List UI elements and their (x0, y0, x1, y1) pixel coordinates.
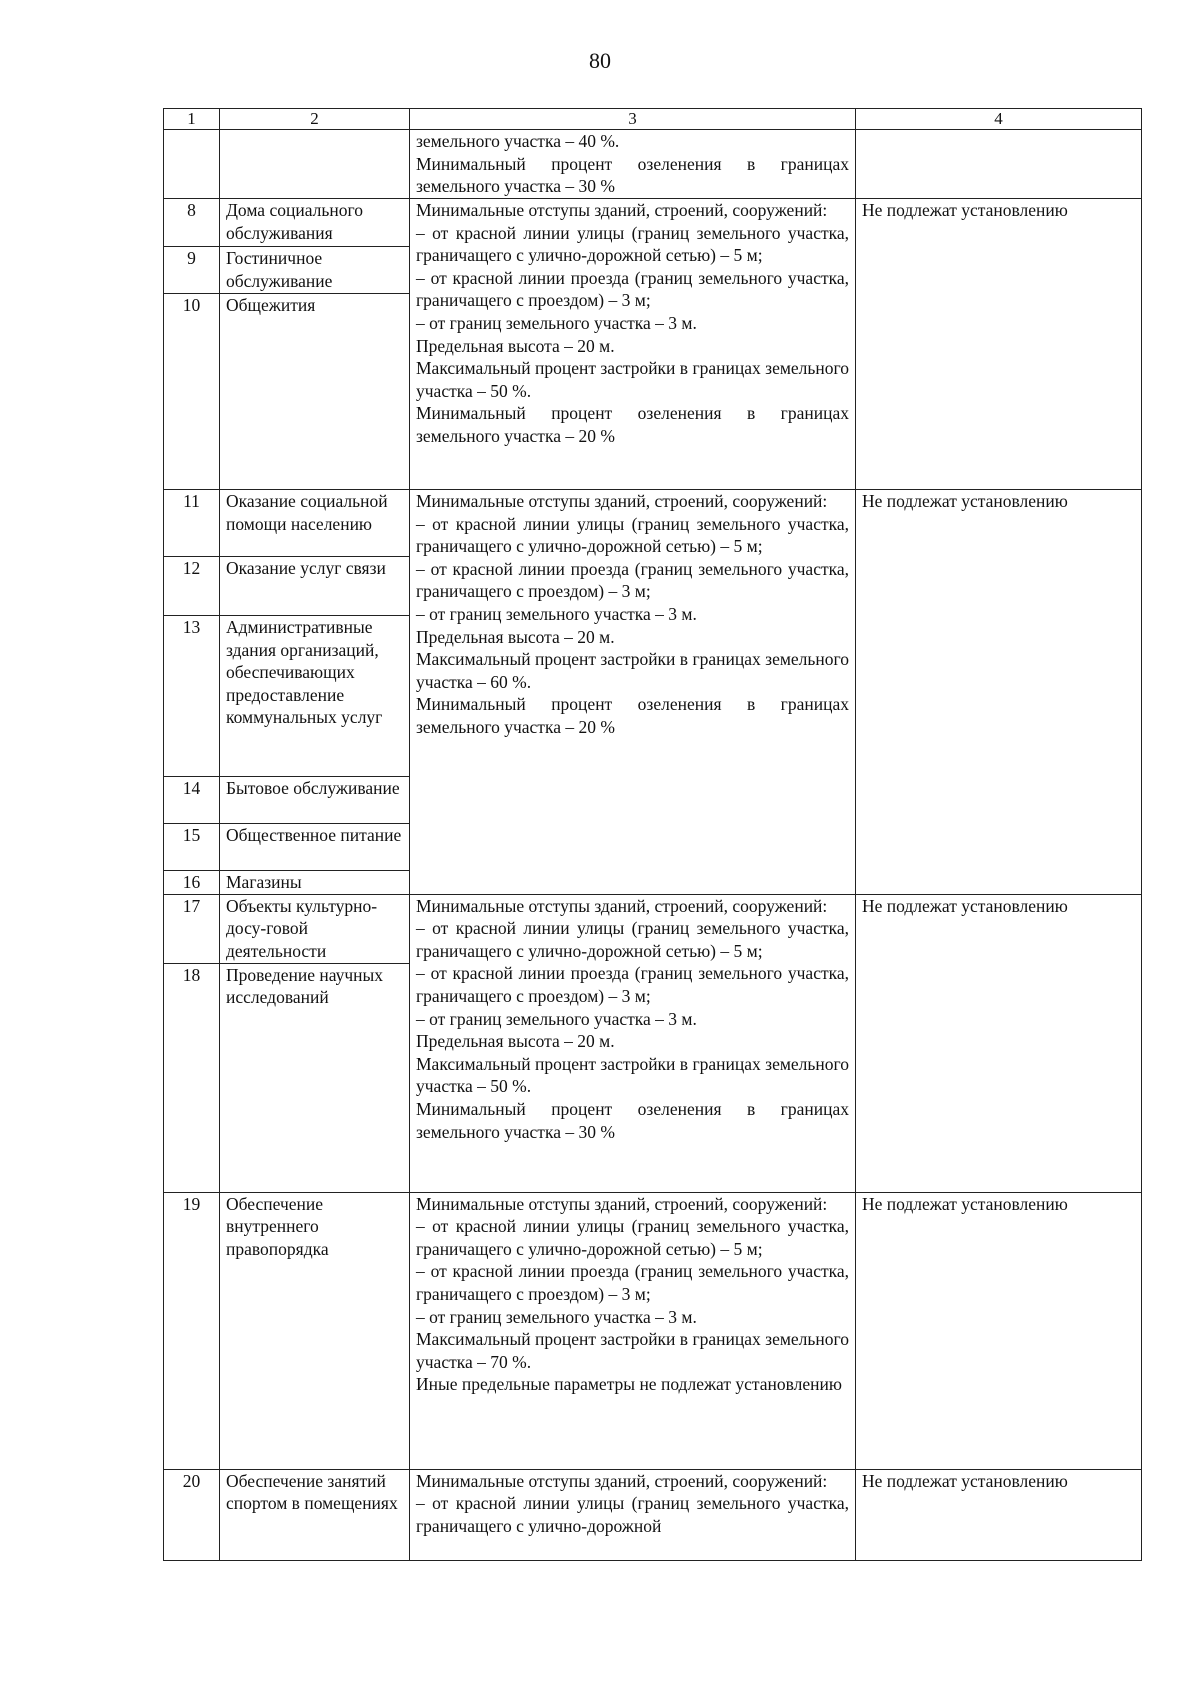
param-line: – от красной линии проезда (границ земельного участка, граничащего с проездом) – 3 м; (416, 558, 849, 602)
table-row (164, 490, 1142, 557)
row-name: Оказание услуг связи (220, 557, 410, 616)
row-number: 11 (164, 490, 220, 557)
row-name: Обеспечение внутреннего правопорядка (220, 1192, 410, 1469)
row-name: Объекты культурно-досу-говой деятельности (220, 894, 410, 963)
param-line: Минимальный процент озеленения в границах земельного участка – 20 % (416, 694, 849, 737)
param-line: Минимальный процент озеленения в границах земельного участка – 20 % (416, 403, 849, 446)
table-row (164, 1192, 1142, 1469)
row-parameters (410, 1469, 856, 1560)
param-line: – от границ земельного участка – 3 м. (416, 1306, 697, 1327)
param-line: Предельная высота – 20 м. (416, 335, 615, 356)
row-name: Общественное питание (220, 824, 410, 871)
param-line: – от красной линии проезда (границ земельного участка, граничащего с проездом) – 3 м; (416, 1261, 849, 1304)
row-name: Обеспечение занятий спортом в помещениях (220, 1469, 410, 1560)
param-line: – от красной линии улицы (границ земельного участка, граничащего с улично-дорожной сетью) – 5 м; (416, 513, 849, 557)
param-line: Минимальный процент озеленения в границах земельного участка – 30 % (416, 1098, 849, 1142)
column-header: 4 (856, 109, 1142, 130)
row-note: Не подлежат установлению (856, 894, 1142, 1192)
row-name: Гостиничное обслуживание (220, 247, 410, 294)
row-name: Дома социального обслуживания (220, 199, 410, 247)
page-number: 80 (589, 48, 611, 73)
table-row (164, 1469, 1142, 1560)
param-line: Предельная высота – 20 м. (416, 1031, 615, 1052)
row-number: 17 (164, 894, 220, 963)
column-header: 3 (410, 109, 856, 130)
row-number: 16 (164, 871, 220, 895)
row-note: Не подлежат установлению (856, 490, 1142, 895)
param-line: Минимальные отступы зданий, строений, сооружений: (416, 491, 828, 511)
param-line: Иные предельные параметры не подлежат установлению (416, 1374, 842, 1395)
row-number: 13 (164, 616, 220, 777)
table-row (164, 894, 1142, 963)
param-line: Минимальные отступы зданий, строений, сооружений: (416, 200, 828, 220)
param-line: – от границ земельного участка – 3 м. (416, 312, 697, 333)
param-line: – от границ земельного участка – 3 м. (416, 1008, 697, 1029)
table-header-row (164, 109, 1142, 130)
row-note: Не подлежат установлению (856, 199, 1142, 490)
row-number: 10 (164, 294, 220, 490)
row-number: 19 (164, 1192, 220, 1469)
param-line: Предельная высота – 20 м. (416, 626, 615, 647)
row-name: Общежития (220, 294, 410, 490)
row-note: Не подлежат установлению (856, 1469, 1142, 1560)
regulations-table (163, 108, 1142, 1561)
row-name: Проведение научных исследований (220, 963, 410, 1192)
param-line: – от красной линии улицы (границ земельного участка, граничащего с улично-дорожной сетью) – 5 м; (416, 222, 849, 266)
row-parameters (410, 130, 856, 199)
table-row (164, 199, 1142, 247)
param-line: Максимальный процент застройки в границах земельного участка – 50 %. (416, 358, 849, 401)
param-line: Минимальные отступы зданий, строений, сооружений: (416, 1470, 828, 1491)
row-note: Не подлежат установлению (856, 1192, 1142, 1469)
row-number: 12 (164, 557, 220, 616)
param-line: Минимальный процент озеленения в границах земельного участка – 30 % (416, 153, 849, 197)
row-name: Административные здания организаций, обеспечивающих предоставление коммунальных услуг (220, 616, 410, 777)
param-line: Минимальные отступы зданий, строений, сооружений: (416, 895, 828, 916)
param-line: – от красной линии улицы (границ земельного участка, граничащего с улично-дорожной (416, 1493, 849, 1536)
row-name: Бытовое обслуживание (220, 777, 410, 824)
row-number: 20 (164, 1469, 220, 1560)
param-line: – от границ земельного участка – 3 м. (416, 603, 697, 624)
row-parameters (410, 490, 856, 895)
row-number: 8 (164, 199, 220, 247)
table-row (164, 130, 1142, 199)
param-line: – от красной линии улицы (границ земельного участка, граничащего с улично-дорожной сетью) – 5 м; (416, 1216, 849, 1259)
row-name (220, 130, 410, 199)
row-number: 18 (164, 963, 220, 1192)
param-line: Максимальный процент застройки в границах земельного участка – 50 %. (416, 1053, 849, 1097)
param-line: Максимальный процент застройки в границах земельного участка – 70 %. (416, 1329, 849, 1372)
row-name: Магазины (220, 871, 410, 895)
row-number (164, 130, 220, 199)
param-line: – от красной линии улицы (границ земельного участка, граничащего с улично-дорожной сетью) – 5 м; (416, 918, 849, 961)
row-parameters (410, 1192, 856, 1469)
row-number: 14 (164, 777, 220, 824)
param-line: – от красной линии проезда (границ земельного участка, граничащего с проездом) – 3 м; (416, 267, 849, 311)
param-line: Минимальные отступы зданий, строений, сооружений: (416, 1193, 828, 1214)
param-line: земельного участка – 40 %. (416, 131, 620, 151)
column-header: 2 (220, 109, 410, 130)
param-line: – от красной линии проезда (границ земельного участка, граничащего с проездом) – 3 м; (416, 963, 849, 1006)
row-parameters (410, 894, 856, 1192)
row-name: Оказание социальной помощи населению (220, 490, 410, 557)
row-number: 9 (164, 247, 220, 294)
row-number: 15 (164, 824, 220, 871)
param-line: Максимальный процент застройки в границах земельного участка – 60 %. (416, 649, 849, 692)
row-parameters (410, 199, 856, 490)
row-note (856, 130, 1142, 199)
column-header: 1 (164, 109, 220, 130)
